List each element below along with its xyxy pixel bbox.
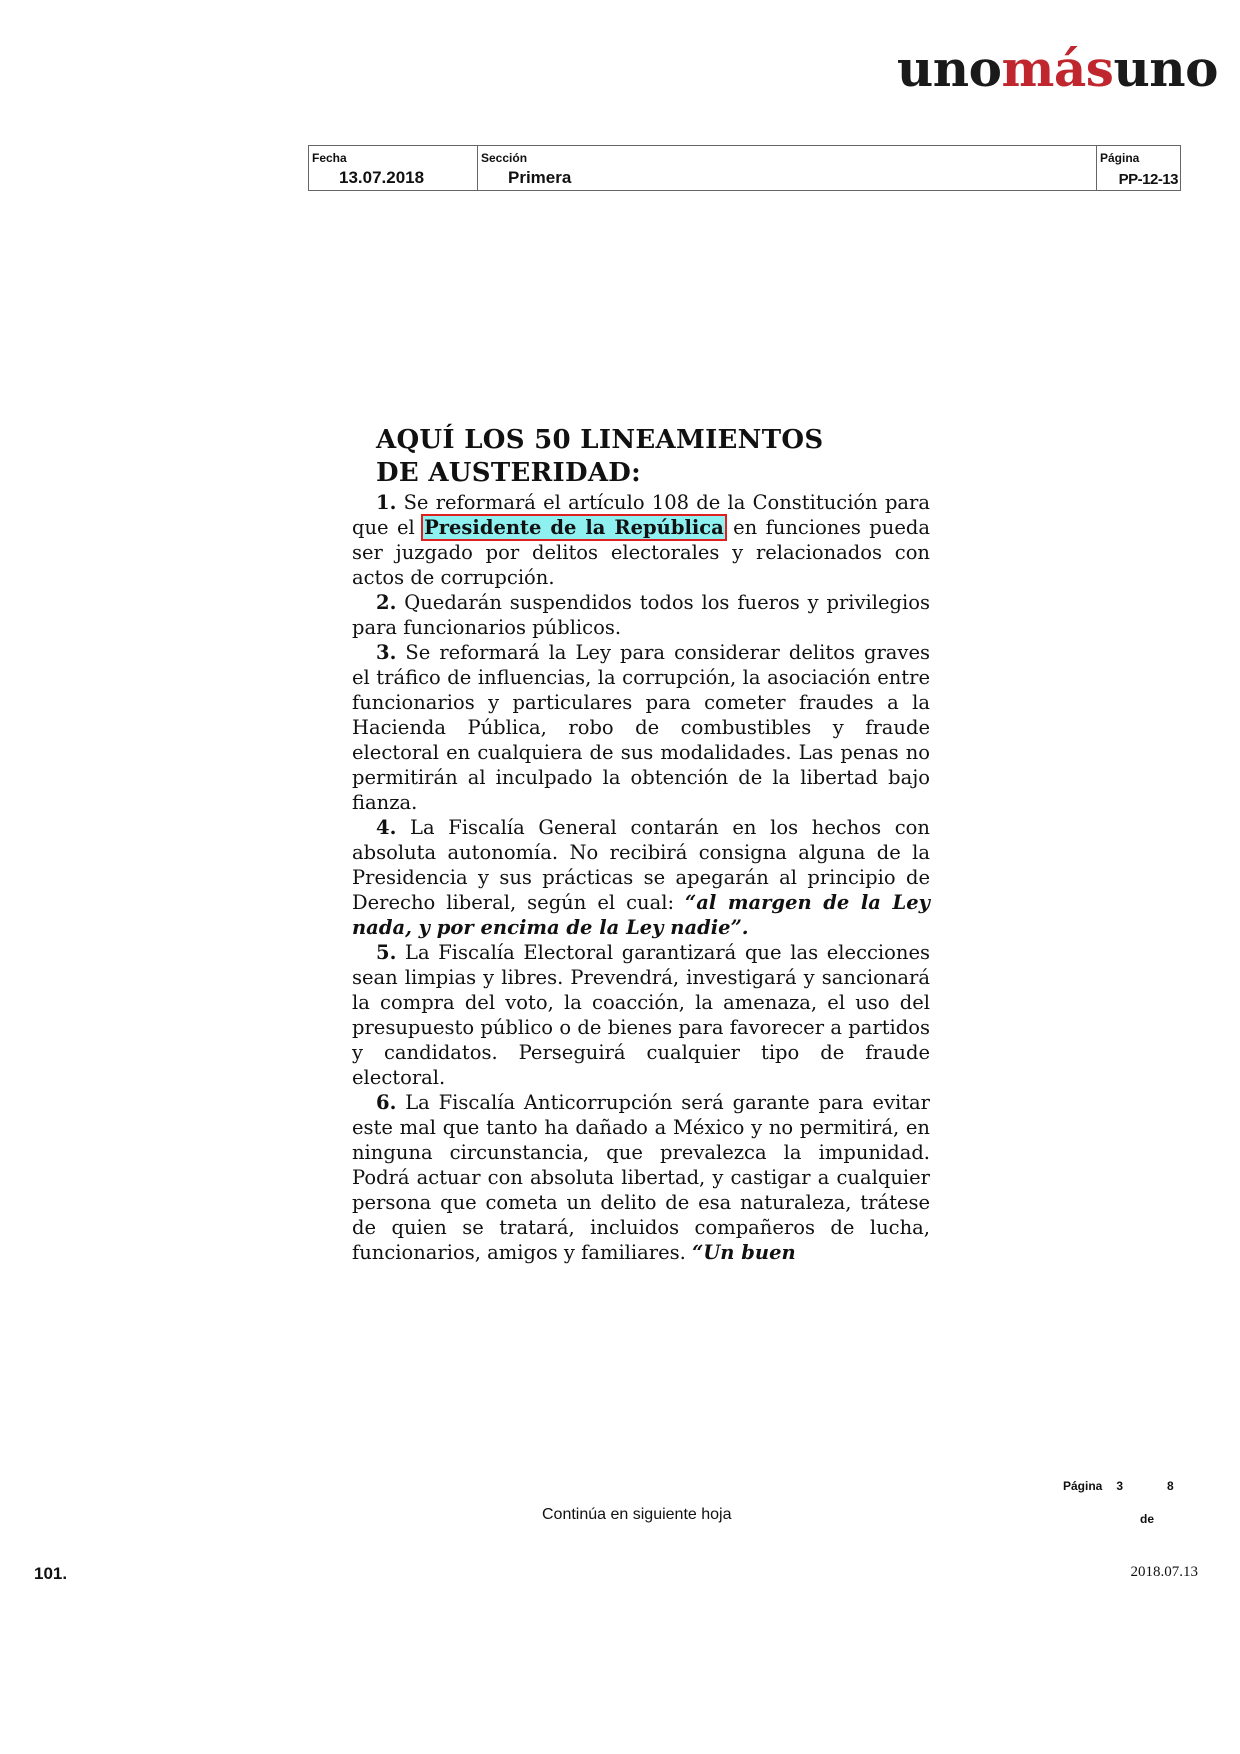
page-counter xyxy=(1063,1479,1174,1493)
document-code: 101. xyxy=(34,1564,68,1583)
pagina-cell xyxy=(1097,146,1180,190)
newspaper-logo: unomásuno xyxy=(896,39,1218,98)
list-item: 3. Se reformará la Ley para considerar delitos graves el tráfico de influencias, la corrupción, la asociación entre funcionarios y particulares para cometer fraudes a la Hacienda Pública, robo de combustibles y fraude electoral en cualquiera de sus modalidades. Las penas no permitirán al inculpado la obtención de la libertad bajo fianza. xyxy=(352,641,930,814)
page-of-label: de xyxy=(1140,1512,1155,1526)
header-info-box xyxy=(308,145,1181,191)
seccion-label: Sección xyxy=(481,151,528,165)
article-title-line-1: AQUÍ LOS 50 LINEAMIENTOS xyxy=(376,425,824,455)
list-item: 2. Quedarán suspendidos todos los fueros y privilegios para funcionarios públicos. xyxy=(352,591,930,639)
pagina-label: Página xyxy=(1100,151,1140,165)
page-total: 8 xyxy=(1167,1479,1174,1493)
seccion-cell xyxy=(478,146,1097,190)
page-counter-label: Página xyxy=(1063,1479,1103,1493)
page-current: 3 xyxy=(1116,1479,1124,1493)
quote: “al margen de la Ley nada, y por encima de la Ley nadie”. xyxy=(352,891,930,939)
list-item: 6. La Fiscalía Anticorrupción será garante para evitar este mal que tanto ha dañado a México y no permitirá, en ninguna circunstancia, que prevalezca la impunidad. Podrá actuar con absoluta libertad, y castigar a cualquier persona que cometa un delito de esa naturaleza, trátese de quien se tratará, incluidos compañeros de lucha, funcionarios, amigos y familiares. “Un buen xyxy=(352,1091,930,1264)
list-item: 4. La Fiscalía General contarán en los hechos con absoluta autonomía. No recibirá consigna alguna de la Presidencia y sus prácticas se apegarán al principio de Derecho liberal, según el cual: “al margen de la Ley nada, y por encima de la Ley nadie”. xyxy=(352,816,930,939)
seccion-value: Primera xyxy=(508,168,572,187)
fecha-label: Fecha xyxy=(312,151,347,165)
fecha-cell xyxy=(309,146,478,190)
pagina-value: PP-12-13 xyxy=(1118,171,1178,188)
continues-note: Continúa en siguiente hoja xyxy=(542,1506,732,1523)
list-item: 1. Se reformará el artículo 108 de la Constitución para que el Presidente de la República en funciones pueda ser juzgado por delitos electorales y relacionados con actos de corrupción. xyxy=(352,491,930,589)
footer-date: 2018.07.13 xyxy=(1130,1564,1198,1580)
quote: “Un buen xyxy=(692,1241,796,1264)
highlighted-term: Presidente de la República xyxy=(424,516,724,539)
list-item: 5. La Fiscalía Electoral garantizará que las elecciones sean limpias y libres. Prevendrá, investigará y sancionará la compra del voto, la coacción, la amenaza, el uso del presupuesto público o de bienes para favorecer a partidos y candidatos. Perseguirá cualquier tipo de fraude electoral. xyxy=(352,941,930,1089)
article-title xyxy=(376,424,930,490)
fecha-value: 13.07.2018 xyxy=(339,168,425,187)
article-clipping xyxy=(352,424,930,1265)
article-title-line-2: DE AUSTERIDAD: xyxy=(376,458,642,488)
